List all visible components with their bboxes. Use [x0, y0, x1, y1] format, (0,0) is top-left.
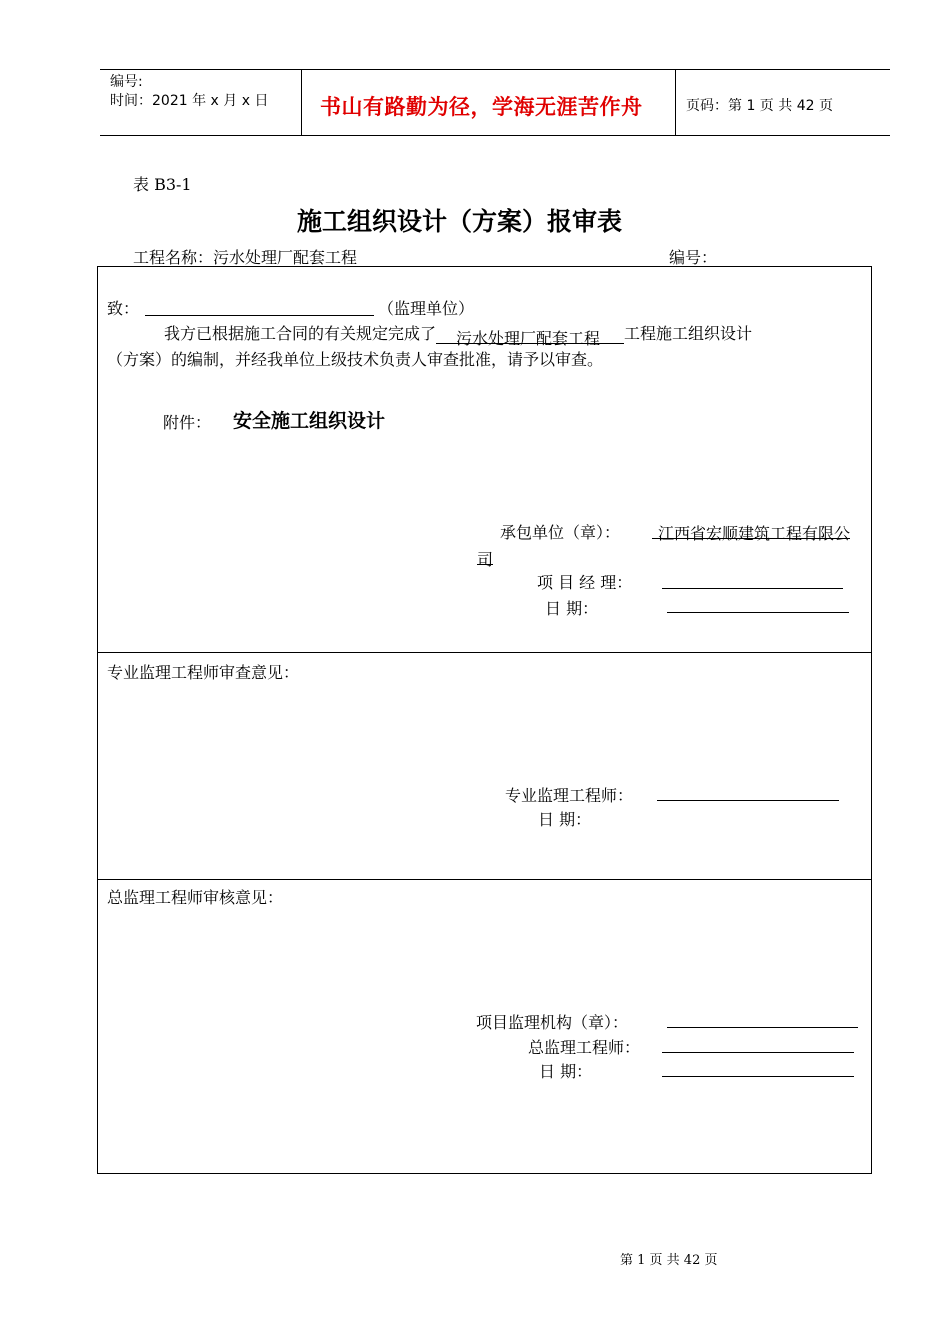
submission-paragraph-line2: （方案）的编制，并经我单位上级技术负责人审查批准，请予以审查。	[107, 350, 604, 369]
section1-date-label: 日 期：	[545, 599, 599, 618]
paragraph-text-a: 我方已根据施工合同的有关规定完成了	[164, 324, 437, 343]
chief-opinion-label: 总监理工程师审核意见：	[107, 888, 284, 907]
to-label: 致：	[107, 299, 140, 318]
header-page-label: 页码：第 1 页 共 42 页	[686, 98, 833, 114]
chief-engineer-blank[interactable]	[662, 1052, 854, 1053]
header-bottom-rule	[100, 135, 890, 136]
submission-paragraph-line1	[164, 321, 753, 348]
document-number-label: 编号：	[669, 248, 718, 267]
footer-page-number: 第 1 页 共 42 页	[620, 1253, 718, 1268]
engineer-blank[interactable]	[657, 800, 839, 801]
section-divider-2	[97, 879, 872, 880]
contractor-name-line1: 江西省宏顺建筑工程有限公	[652, 520, 850, 539]
section3-date-label: 日 期：	[539, 1062, 593, 1081]
page-title: 施工组织设计（方案）报审表	[297, 207, 623, 236]
header-motto: 书山有路勤为径，学海无涯苦作舟	[320, 95, 643, 119]
header-top-rule	[100, 69, 890, 70]
section2-date-label: 日 期：	[538, 810, 592, 829]
paragraph-text-b: 工程施工组织设计	[624, 324, 753, 343]
header-divider-left	[301, 69, 302, 136]
header-divider-right	[675, 69, 676, 136]
header-code-label: 编号:	[110, 74, 143, 90]
header-time-label: 时间：2021 年 x 月 x 日	[110, 93, 269, 109]
attachment-label: 附件：	[163, 413, 212, 432]
table-code: 表 B3-1	[133, 175, 192, 194]
project-manager-label: 项 目 经 理：	[537, 573, 633, 592]
review-table	[97, 266, 872, 1174]
project-name-label: 工程名称：污水处理厂配套工程	[133, 248, 358, 267]
supervision-org-blank[interactable]	[667, 1027, 858, 1028]
section3-date-blank[interactable]	[662, 1076, 854, 1077]
engineer-opinion-label: 专业监理工程师审查意见：	[107, 663, 300, 682]
attachment-value: 安全施工组织设计	[233, 410, 386, 432]
project-name-underlined: 污水处理厂配套工程	[436, 326, 624, 344]
section1-date-blank[interactable]	[667, 612, 849, 613]
supervisor-unit-label: （监理单位）	[378, 299, 475, 318]
supervisor-unit-blank[interactable]	[145, 315, 374, 316]
section-divider-1	[97, 652, 872, 653]
contractor-name-line2: 司	[477, 546, 493, 565]
chief-engineer-label: 总监理工程师：	[528, 1038, 641, 1057]
contractor-label: 承包单位（章）：	[500, 523, 621, 542]
project-manager-blank[interactable]	[662, 588, 843, 589]
engineer-label: 专业监理工程师：	[505, 786, 634, 805]
supervision-org-label: 项目监理机构（章）：	[476, 1013, 629, 1032]
